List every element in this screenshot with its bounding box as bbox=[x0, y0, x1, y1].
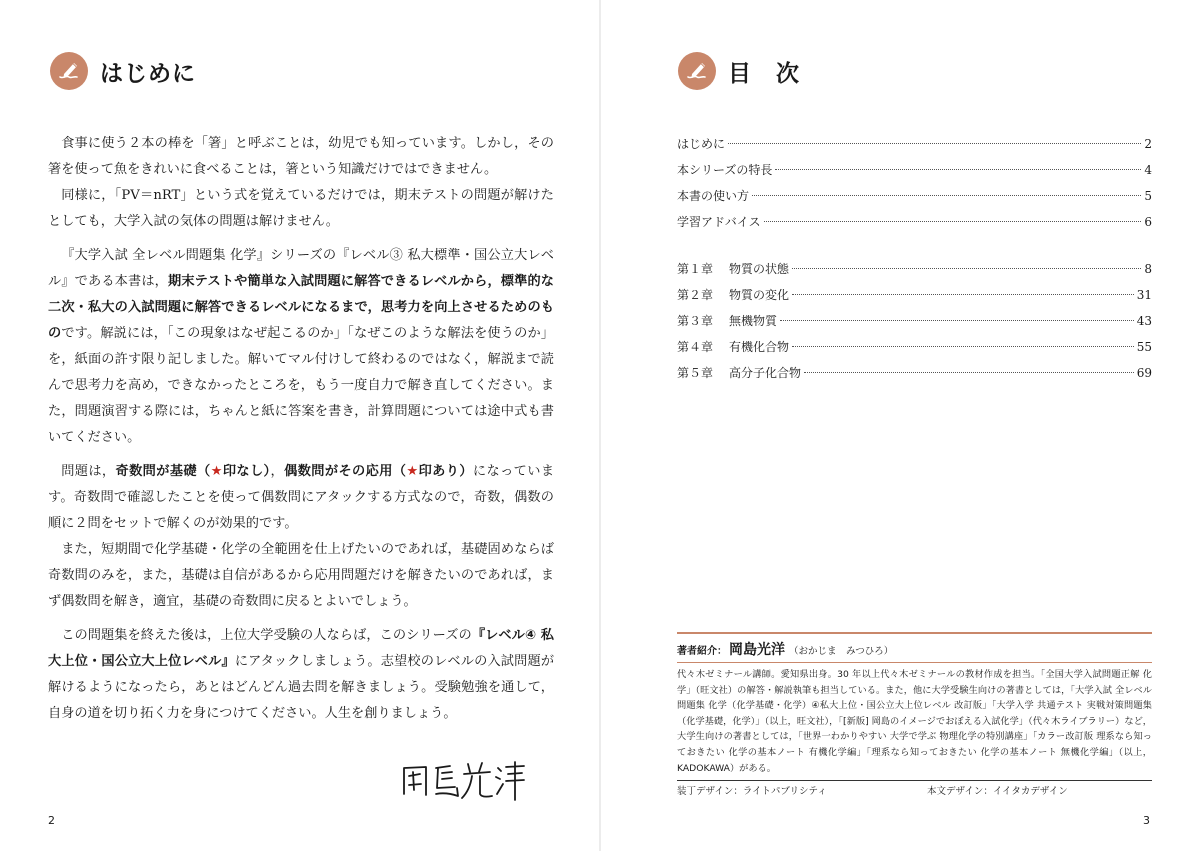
star-icon: ★ bbox=[210, 464, 223, 479]
body-design-credit: 本文デザイン：イイタカデザイン bbox=[927, 786, 1068, 797]
paragraph: 問題は，奇数問が基礎（★印なし），偶数問がその応用（★印あり）になっています。奇数問で確認したことを使って偶数問にアタックする方式なので，奇数，偶数の順に２問をセットで解くのが効果的です。 bbox=[48, 464, 555, 531]
page-title: 目 次 bbox=[728, 60, 800, 87]
paragraph: また，短期間で化学基礎・化学の全範囲を仕上げたいのであれば，基礎固めならば奇数問のみを，また，基礎は自信があるから応用問題だけを解きたいのであれば，まず偶数問を解き，適宜，基礎の奇数問に戻るとよいでしょう。 bbox=[48, 542, 554, 609]
page-number: 3 bbox=[1143, 814, 1150, 827]
toc-chapter-entry[interactable]: 第４章 有機化合物 55 bbox=[677, 340, 1152, 354]
toc-chapter-entry[interactable]: 第３章 無機物質 43 bbox=[677, 314, 1152, 328]
paragraph: 『大学入試 全レベル問題集 化学』シリーズの『レベル③ 私大標準・国公立大レベル』である本書は，期末テストや簡単な入試問題に解答できるレベルから，標準的な二次・私大の入試問題に解答できるレベルになるまで，思考力を向上させるためのものです。解説には，「この現象はなぜ起こるのか」「なぜこのような解法を使うのか」を，紙面の許す限り記しました。解いてマル付けして終わるのではなく，解説まで読んで思考力を高め，できなかったところを，もう一度自力で解き直してください。また，問題演習する際には，ちゃんと紙に答案を書き，計算問題については途中式も書いてください。 bbox=[48, 248, 554, 445]
author-signature bbox=[400, 758, 528, 806]
paragraph: 食事に使う２本の棒を「箸」と呼ぶことは，幼児でも知っています。しかし，その箸を使って魚をきれいに食べることは，箸という知識だけではできません。 bbox=[48, 136, 554, 177]
star-icon: ★ bbox=[406, 464, 419, 479]
paragraph: この問題集を終えた後は，上位大学受験の人ならば，このシリーズの『レベル④ 私大上位・国公立大上位レベル』にアタックしましょう。志望校のレベルの入試問題が解けるようになったら，あとはどんどん過去問を解きましょう。受験勉強を通して，自身の道を切り拓く力を身につけてください。人生を創りましょう。 bbox=[48, 628, 555, 721]
toc-chapter-entry[interactable]: 第２章 物質の変化 31 bbox=[677, 288, 1152, 302]
cover-design-credit: 装丁デザイン：ライトパブリシティ bbox=[677, 786, 827, 797]
toc-entry[interactable]: 本書の使い方 5 bbox=[677, 189, 1152, 203]
author-profile bbox=[677, 632, 1152, 776]
intro-body bbox=[48, 131, 554, 727]
author-kana: （おかじま みつひろ） bbox=[789, 646, 894, 657]
toc-chapter-entry[interactable]: 第５章 高分子化合物 69 bbox=[677, 366, 1152, 380]
toc-entry[interactable]: 学習アドバイス 6 bbox=[677, 215, 1152, 229]
toc-entry[interactable]: はじめに 2 bbox=[677, 137, 1152, 151]
emphasis-text: 『レベル④ 私大上位・国公立大上位レベル』 bbox=[48, 628, 554, 669]
paragraph: 同様に，「PV＝nRT」という式を覚えているだけでは，期末テストの問題が解けたとしても，大学入試の気体の問題は解けません。 bbox=[48, 188, 554, 229]
page-title: はじめに bbox=[100, 60, 196, 87]
toc-front-matter bbox=[677, 135, 1152, 239]
author-bio: 代々木ゼミナール講師。愛知県出身。30 年以上代々木ゼミナールの教材作成を担当。「全国大学入試問題正解 化学」（旺文社）の解答・解説執筆も担当している。また，他に大学受験生向けの著書としては，「大学入試 全レベル問題集 化学（化学基礎・化学）④私大上位・国公立大上位レベル 改訂版」「大学入学 共通テスト 実戦対策問題集（化学基礎，化学）」（以上，旺文社），「[新版] 岡島のイメージでおぼえる入試化学」（代々木ライブラリー）など，大学生向けの著書としては，「世界一わかりやすい 大学で学ぶ 物理化学の特別講座」「カラー改訂版 理系なら知っておきたい 化学の基本ノート 有機化学編」「理系なら知っておきたい 化学の基本ノート 無機化学編」（以上，KADOKAWA）がある。 bbox=[677, 669, 1152, 774]
pen-writing-icon bbox=[678, 52, 716, 90]
author-name: 岡島光洋 bbox=[729, 642, 785, 658]
toc-entry[interactable]: 本シリーズの特長 4 bbox=[677, 163, 1152, 177]
author-label: 著者紹介： bbox=[677, 646, 727, 657]
design-credits bbox=[677, 780, 1152, 797]
page-number: 2 bbox=[48, 814, 55, 827]
toc-chapter-entry[interactable]: 第１章 物質の状態 8 bbox=[677, 262, 1152, 276]
pen-writing-icon bbox=[50, 52, 88, 90]
intro-heading bbox=[50, 52, 196, 90]
toc-chapters bbox=[677, 260, 1152, 390]
toc-heading bbox=[678, 52, 800, 90]
emphasis-text: 期末テストや簡単な入試問題に解答できるレベルから，標準的な二次・私大の入試問題に解答できるレベルになるまで，思考力を向上させるためのもの bbox=[48, 274, 554, 341]
